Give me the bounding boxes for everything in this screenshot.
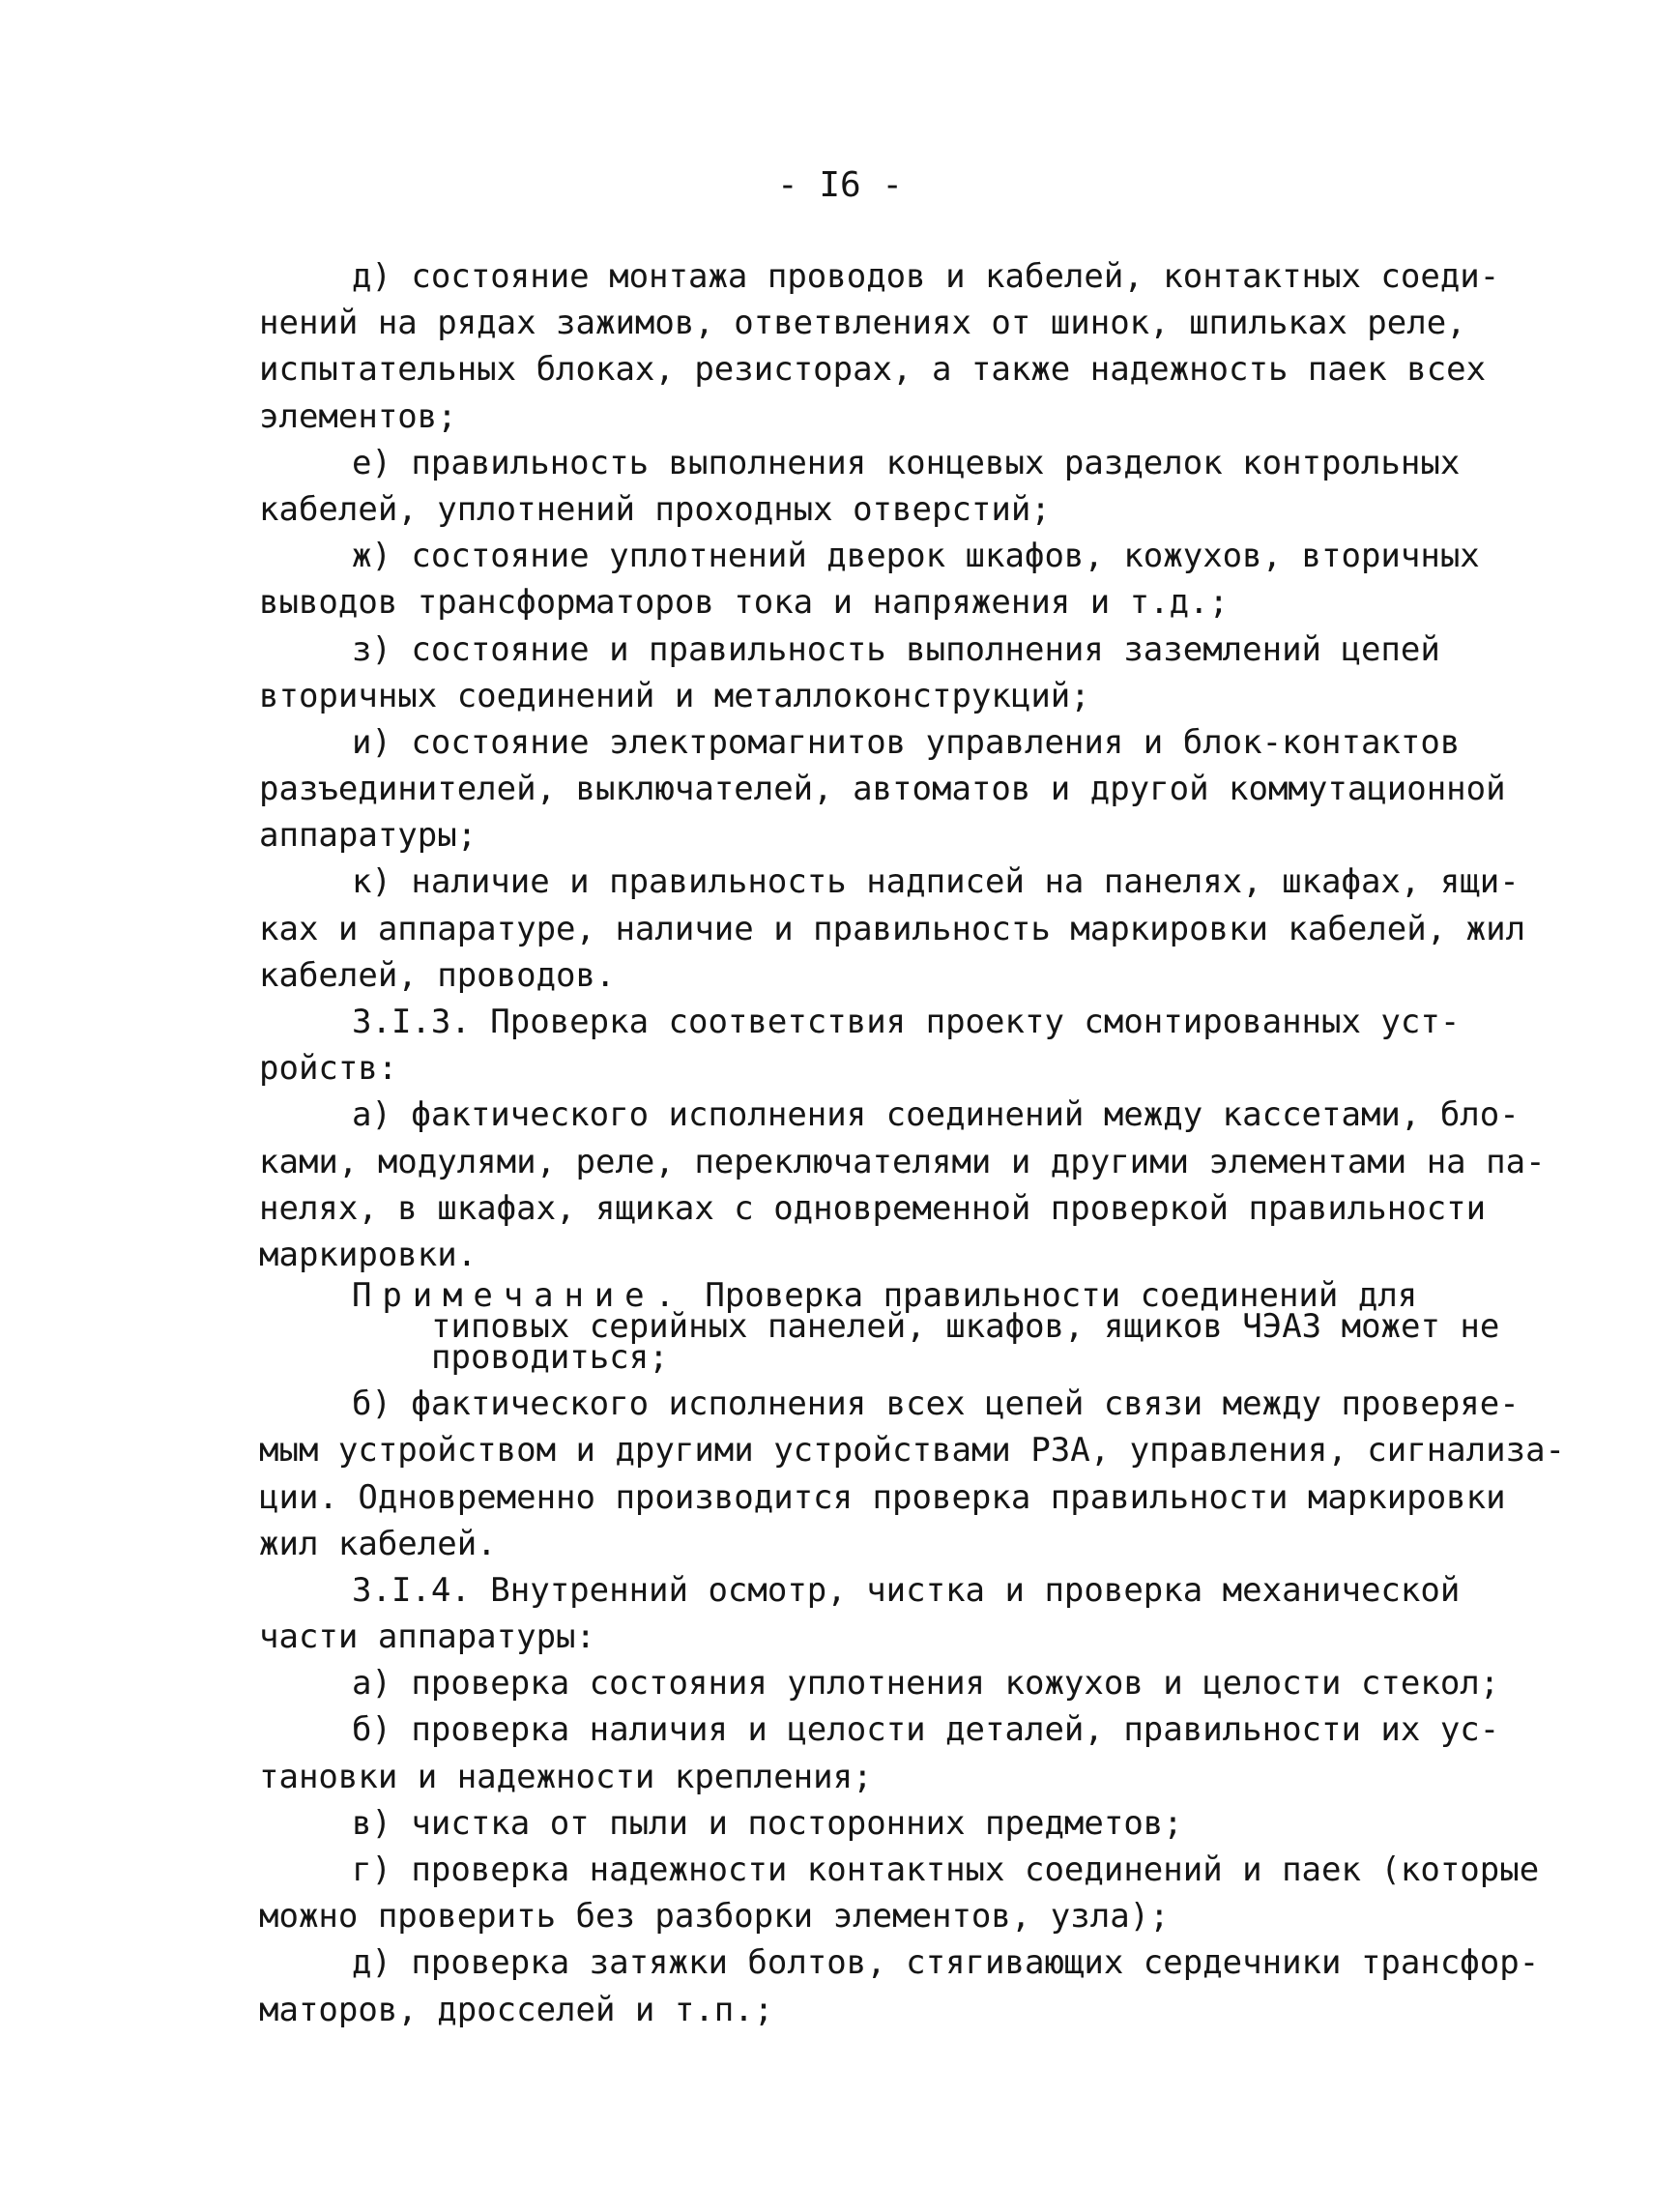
text-line: д) проверка затяжки болтов, стягивающих сердечники трансфор- [352, 1943, 1540, 1983]
text-line: мым устройством и другими устройствами РЗА, управления, сигнализа- [259, 1431, 1566, 1471]
text-line: а) проверка состояния уплотнения кожухов и целости стекол; [352, 1664, 1500, 1704]
text-line: разъединителей, выключателей, автоматов и другой коммутационной [259, 770, 1506, 809]
text-line: вторичных соединений и металлоконструкций; [259, 676, 1090, 715]
text-line: можно проверить без разборки элементов, узла); [259, 1897, 1170, 1937]
text-line: д) состояние монтажа проводов и кабелей, контактных соеди- [352, 257, 1500, 296]
text-line: б) фактического исполнения всех цепей связи между проверяе- [352, 1384, 1520, 1424]
note-line: проводиться; [431, 1338, 669, 1378]
section-heading: 3.I.4. Внутренний осмотр, чистка и проверка механической [352, 1570, 1461, 1610]
page-number: - I6 - [776, 165, 904, 205]
text-line: е) правильность выполнения концевых разделок контрольных [352, 443, 1461, 482]
text-line: маркировки. [259, 1235, 478, 1274]
text-line: г) проверка надежности контактных соединений и паек (которые [352, 1850, 1540, 1889]
text-line: жил кабелей. [259, 1524, 497, 1563]
text-line: элементов; [259, 396, 457, 436]
text-line: части аппаратуры: [259, 1617, 595, 1657]
text-line: ции. Одновременно производится проверка правильности маркировки [259, 1477, 1506, 1517]
text-line: кабелей, проводов. [259, 955, 616, 995]
text-line: маторов, дросселей и т.п.; [259, 1990, 774, 2029]
note-text: Проверка правильности соединений для [705, 1276, 1418, 1316]
body-text [259, 253, 1566, 2033]
text-line: кабелей, уплотнений проходных отверстий; [259, 489, 1051, 529]
text-line: нений на рядах зажимов, ответвлениях от шинок, шпильках реле, [259, 304, 1466, 343]
text-line: в) чистка от пыли и посторонних предметов; [352, 1803, 1183, 1843]
note-line: типовых серийных панелей, шкафов, ящиков ЧЭАЗ может не [431, 1307, 1500, 1347]
section-heading: 3.I.3. Проверка соответствия проекту смонтированных уст- [352, 1003, 1461, 1041]
text-line: выводов трансформаторов тока и напряжения и т.д.; [259, 583, 1230, 623]
text-line: и) состояние электромагнитов управления и блок-контактов [352, 722, 1461, 762]
text-line: б) проверка наличия и целости деталей, правильности их ус- [352, 1710, 1500, 1750]
note-block [259, 1276, 1516, 1378]
text-line: з) состояние и правильность выполнения заземлений цепей [352, 629, 1440, 669]
text-line: а) фактического исполнения соединений между кассетами, бло- [352, 1095, 1520, 1135]
text-line: испытательных блоках, резисторах, а также надежность паек всех [259, 350, 1487, 390]
text-line: нелях, в шкафах, ящиках с одновременной проверкой правильности [259, 1188, 1487, 1228]
text-line: ж) состояние уплотнений дверок шкафов, кожухов, вторичных [352, 537, 1480, 576]
text-line: тановки и надежности крепления; [259, 1757, 873, 1796]
text-line: к) наличие и правильность надписей на панелях, шкафах, ящи- [352, 862, 1520, 902]
text-line: аппаратуры; [259, 816, 478, 856]
text-line: ками, модулями, реле, переключателями и другими элементами на па- [259, 1142, 1546, 1181]
text-line: ройств: [259, 1049, 398, 1089]
note-label: Примечание. [352, 1276, 685, 1316]
text-line: ках и аппаратуре, наличие и правильность маркировки кабелей, жил [259, 909, 1526, 948]
